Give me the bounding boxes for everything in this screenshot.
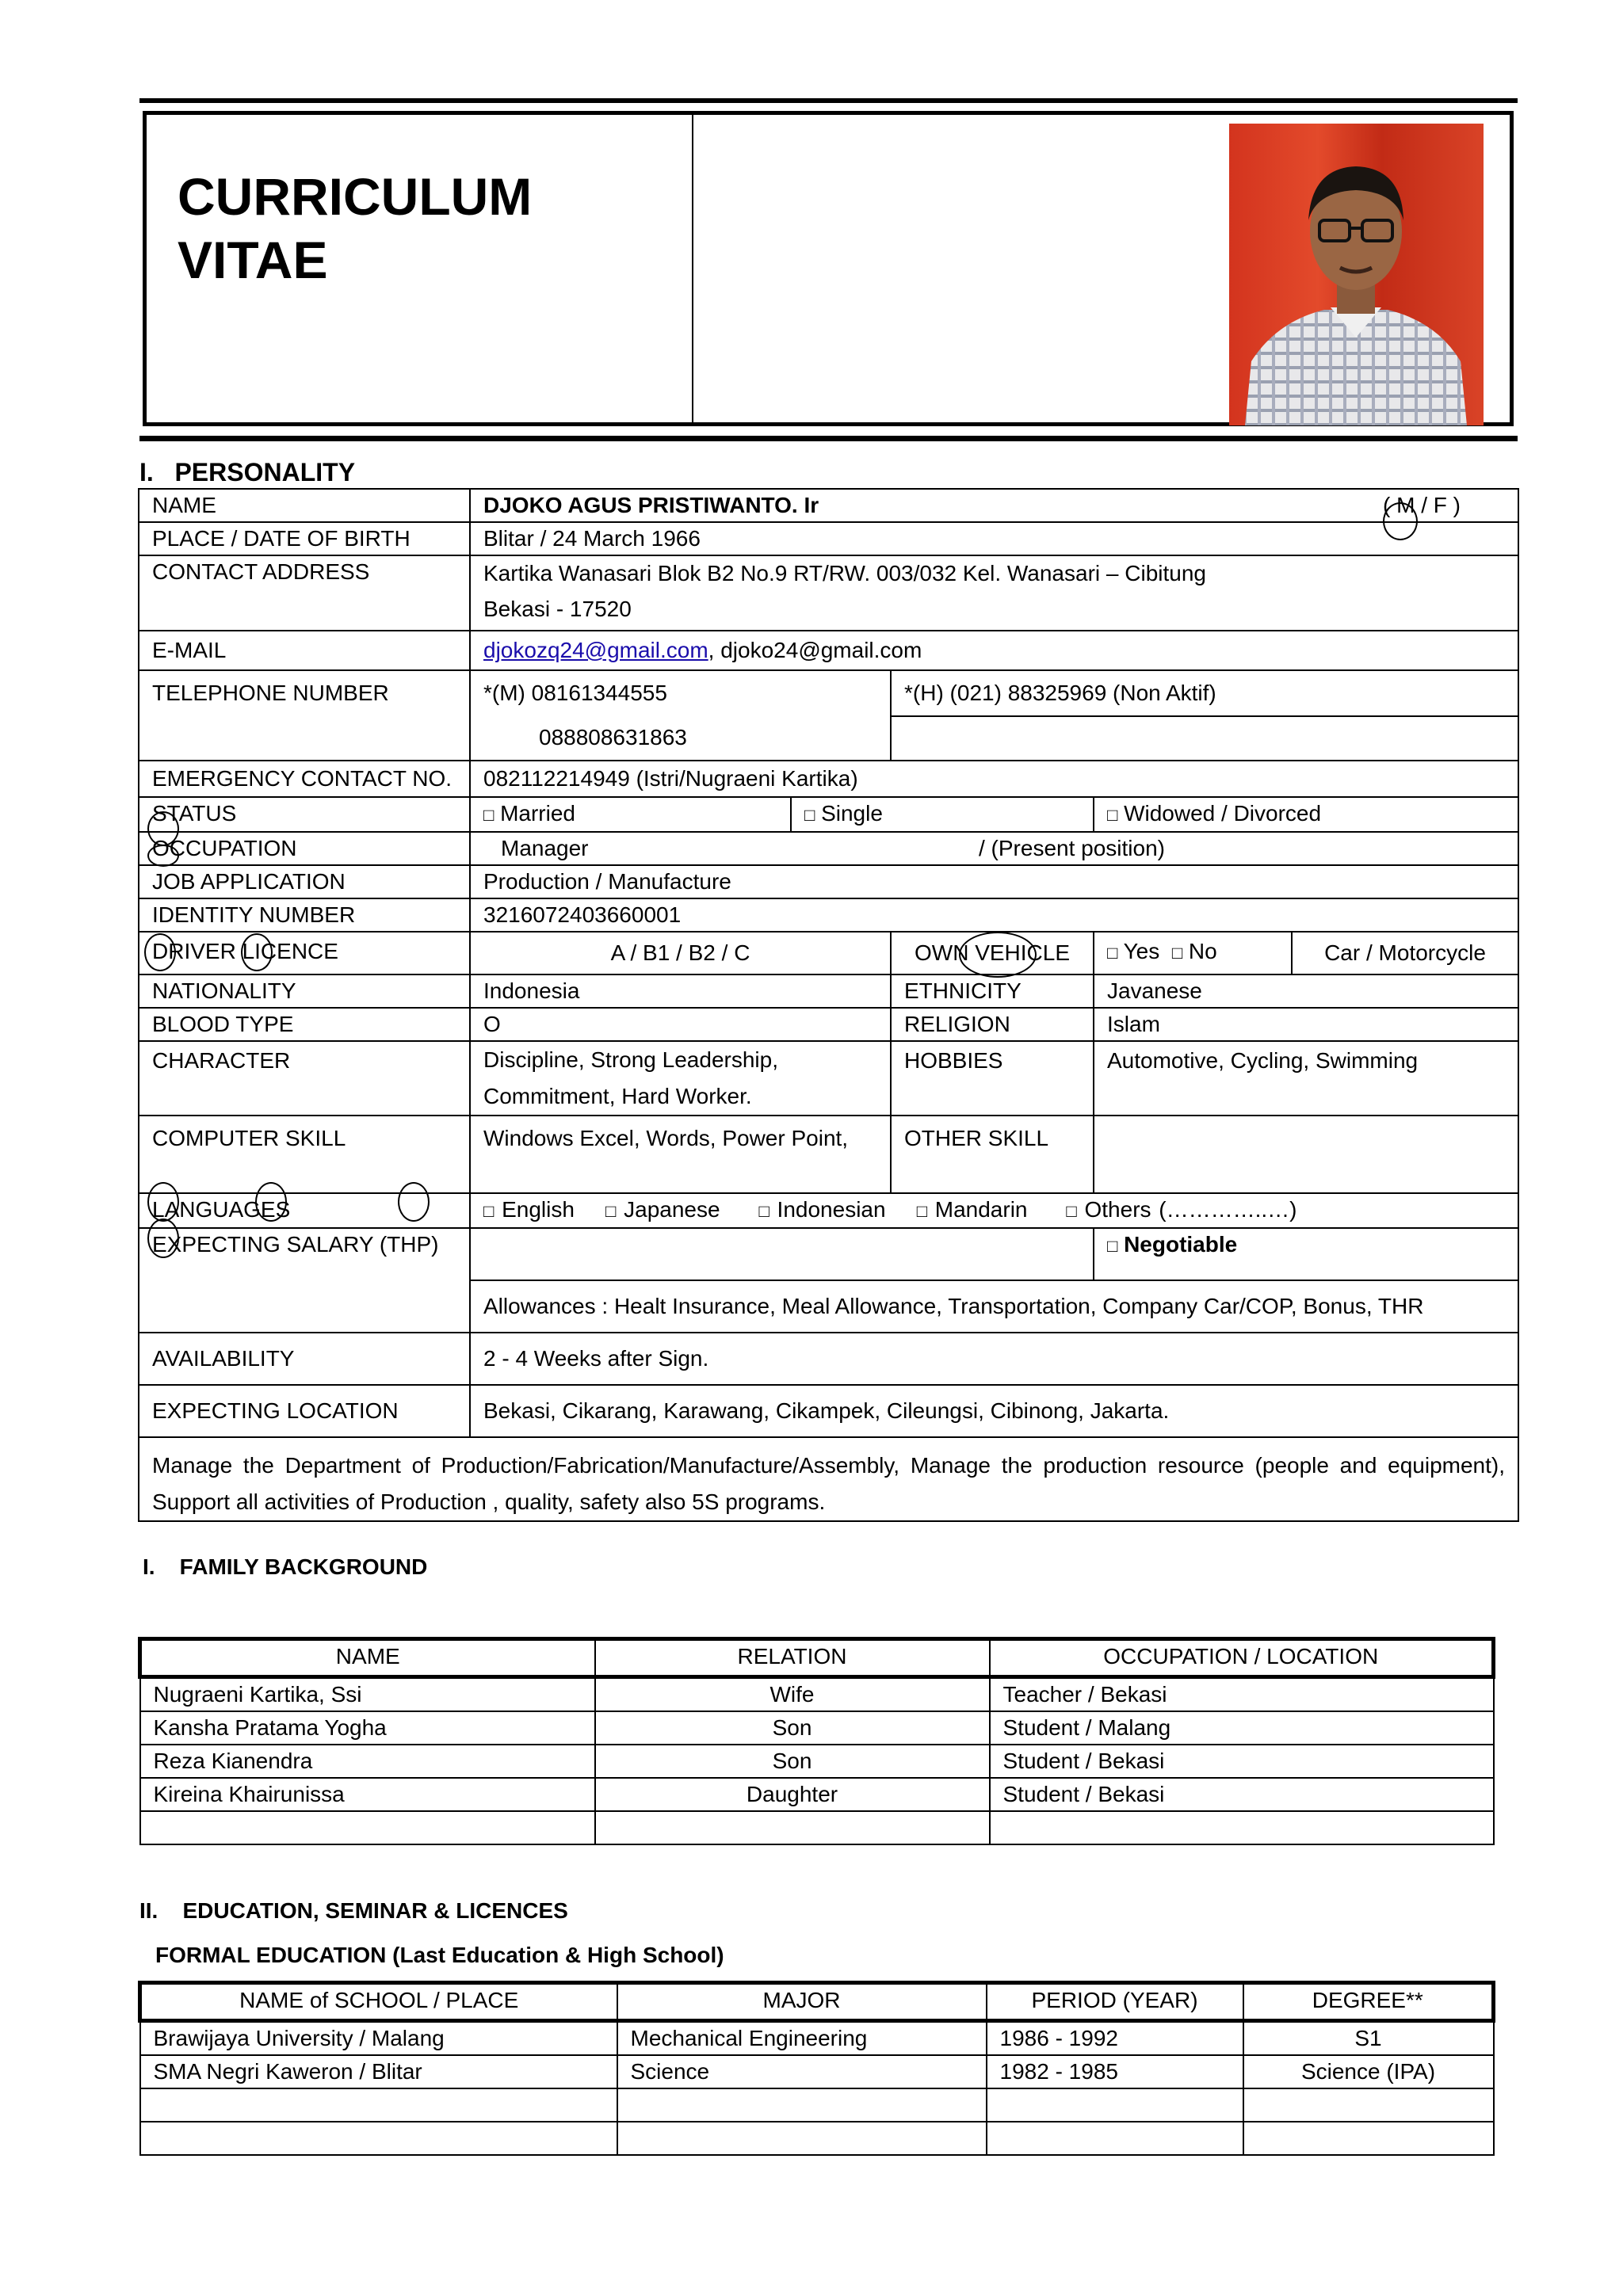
character-label: CHARACTER <box>139 1041 470 1116</box>
character-line-1: Discipline, Strong Leadership, <box>483 1047 778 1072</box>
family-occupation <box>990 1811 1494 1844</box>
family-name: Kansha Pratama Yogha <box>140 1711 595 1745</box>
computer-value: Windows Excel, Words, Power Point, <box>470 1116 891 1193</box>
checkbox-icon[interactable]: □ <box>483 1201 495 1221</box>
page-title <box>178 165 532 292</box>
table-row <box>140 2122 1494 2155</box>
row-phone-1 <box>139 670 1518 716</box>
address-label: CONTACT ADDRESS <box>139 555 470 631</box>
character-value <box>470 1041 891 1116</box>
edu-school <box>140 2122 617 2155</box>
family-relation: Wife <box>595 1677 990 1712</box>
edu-header-major: MAJOR <box>617 1983 987 2021</box>
other-skill-value <box>1094 1116 1518 1193</box>
row-email <box>139 631 1518 670</box>
table-row <box>140 1677 1494 1712</box>
row-nationality <box>139 974 1518 1008</box>
identity-value: 3216072403660001 <box>470 898 1518 932</box>
row-emergency <box>139 761 1518 797</box>
family-header-occupation: OCCUPATION / LOCATION <box>990 1639 1494 1677</box>
table-row <box>140 1811 1494 1844</box>
edu-header-period: PERIOD (YEAR) <box>987 1983 1243 2021</box>
education-header-row <box>140 1983 1494 2021</box>
family-header-row <box>140 1639 1494 1677</box>
section-heading-family: I. FAMILY BACKGROUND <box>143 1554 428 1579</box>
table-row <box>140 1745 1494 1778</box>
pob-label: PLACE / DATE OF BIRTH <box>139 522 470 555</box>
vehicle-type: Car / Motorcycle <box>1292 932 1518 974</box>
phone-mobile-2: 088808631863 <box>539 725 687 749</box>
edu-period <box>987 2088 1243 2122</box>
header-bottom-rule <box>139 436 1518 441</box>
family-occupation: Teacher / Bekasi <box>990 1677 1494 1712</box>
edu-school: Brawijaya University / Malang <box>140 2021 617 2056</box>
address-value <box>470 555 1518 631</box>
checkbox-icon[interactable]: □ <box>1107 943 1118 963</box>
blood-value: O <box>470 1008 891 1041</box>
email-link[interactable]: djokozq24@gmail.com <box>483 638 708 662</box>
licence-label: DRIVER LICENCE <box>139 932 470 974</box>
checkbox-icon[interactable]: □ <box>1107 1236 1118 1256</box>
vehicle-yes: Yes <box>1123 939 1160 963</box>
row-pob <box>139 522 1518 555</box>
status-widowed: Widowed / Divorced <box>1124 801 1322 826</box>
family-table <box>138 1637 1495 1845</box>
name-label: NAME <box>139 489 470 522</box>
blood-label: BLOOD TYPE <box>139 1008 470 1041</box>
row-availability <box>139 1333 1518 1385</box>
circle-mark <box>398 1182 430 1222</box>
row-summary <box>139 1437 1518 1521</box>
email-alt: , djoko24@gmail.com <box>708 638 922 662</box>
name-value: DJOKO AGUS PRISTIWANTO. Ir <box>483 493 819 517</box>
header-top-rule <box>139 98 1518 103</box>
title-line-1: CURRICULUM <box>178 167 533 226</box>
email-value <box>470 631 1518 670</box>
edu-major <box>617 2122 987 2155</box>
lang-others: Others (…………..…) <box>1084 1197 1297 1222</box>
email-label: E-MAIL <box>139 631 470 670</box>
family-name: Reza Kianendra <box>140 1745 595 1778</box>
status-single: Single <box>821 801 883 826</box>
salary-value[interactable] <box>470 1228 1094 1280</box>
vehicle-no: No <box>1188 939 1217 963</box>
availability-value: 2 - 4 Weeks after Sign. <box>470 1333 1518 1385</box>
family-relation: Son <box>595 1711 990 1745</box>
edu-major <box>617 2088 987 2122</box>
allowances: Allowances : Healt Insurance, Meal Allowance, Transportation, Company Car/COP, Bonus, THR <box>470 1280 1518 1333</box>
family-occupation: Student / Bekasi <box>990 1745 1494 1778</box>
gender-options[interactable]: ( M / F ) <box>1383 493 1461 517</box>
name-value-cell <box>470 489 1518 522</box>
profile-photo <box>1229 124 1484 425</box>
occupation-label: OCCUPATION <box>139 832 470 865</box>
family-name <box>140 1811 595 1844</box>
row-languages <box>139 1193 1518 1228</box>
row-status <box>139 797 1518 832</box>
other-skill-label: OTHER SKILL <box>891 1116 1094 1193</box>
edu-major: Science <box>617 2055 987 2088</box>
edu-degree: S1 <box>1243 2021 1494 2056</box>
checkbox-icon[interactable]: □ <box>758 1201 769 1221</box>
phone-home: *(H) (021) 88325969 (Non Aktif) <box>891 670 1518 716</box>
row-location <box>139 1385 1518 1437</box>
phone-mobile-cell <box>470 670 891 761</box>
salary-label: EXPECTING SALARY (THP) <box>139 1228 470 1333</box>
salary-negotiable: Negotiable <box>1124 1232 1238 1257</box>
hobbies-value: Automotive, Cycling, Swimming <box>1094 1041 1518 1116</box>
personality-table <box>138 488 1519 1522</box>
checkbox-icon[interactable]: □ <box>1171 943 1183 963</box>
status-married-cell[interactable] <box>470 797 791 832</box>
circle-mark <box>147 845 179 867</box>
summary: Manage the Department of Production/Fabrication/Manufacture/Assembly, Manage the production resource (people and equipment), Support all activities of Production , quality, safety also 5S programs. <box>139 1437 1518 1521</box>
edu-header-degree: DEGREE** <box>1243 1983 1494 2021</box>
edu-school <box>140 2088 617 2122</box>
character-line-2: Commitment, Hard Worker. <box>483 1084 752 1108</box>
religion-value: Islam <box>1094 1008 1518 1041</box>
table-row <box>140 2021 1494 2056</box>
edu-degree <box>1243 2122 1494 2155</box>
circle-mark <box>144 933 176 971</box>
circle-mark <box>255 1182 287 1222</box>
ethnicity-value: Javanese <box>1094 974 1518 1008</box>
section-heading-personality: I. PERSONALITY <box>139 458 356 486</box>
family-occupation: Student / Bekasi <box>990 1778 1494 1811</box>
family-relation <box>595 1811 990 1844</box>
status-single-cell[interactable] <box>791 797 1094 832</box>
checkbox-icon[interactable]: □ <box>1066 1201 1077 1221</box>
table-row <box>140 2055 1494 2088</box>
emergency-label: EMERGENCY CONTACT NO. <box>139 761 470 797</box>
edu-major: Mechanical Engineering <box>617 2021 987 2056</box>
edu-period: 1986 - 1992 <box>987 2021 1243 2056</box>
title-line-2: VITAE <box>178 231 328 289</box>
lang-indonesian: Indonesian <box>777 1197 886 1222</box>
circle-mark <box>1383 502 1418 540</box>
row-licence <box>139 932 1518 974</box>
status-label: STATUS <box>139 797 470 832</box>
pob-value: Blitar / 24 March 1966 <box>470 522 1518 555</box>
checkbox-icon[interactable]: □ <box>916 1201 927 1221</box>
portrait-illustration <box>1229 124 1484 425</box>
circle-mark <box>959 932 1037 978</box>
table-row <box>140 1778 1494 1811</box>
lang-english: English <box>502 1197 575 1222</box>
row-name <box>139 489 1518 522</box>
row-character <box>139 1041 1518 1116</box>
ethnicity-label: ETHNICITY <box>891 974 1094 1008</box>
row-occupation <box>139 832 1518 865</box>
availability-label: AVAILABILITY <box>139 1333 470 1385</box>
row-salary <box>139 1228 1518 1280</box>
emergency-value: 082112214949 (Istri/Nugraeni Kartika) <box>470 761 1518 797</box>
languages-label: LANGUAGES <box>139 1193 470 1228</box>
phone-home-empty <box>891 716 1518 761</box>
phone-mobile-1: *(M) 08161344555 <box>483 681 667 705</box>
edu-school: SMA Negri Kaweron / Blitar <box>140 2055 617 2088</box>
vehicle-options[interactable] <box>1094 932 1292 974</box>
computer-label: COMPUTER SKILL <box>139 1116 470 1193</box>
circle-mark <box>241 933 273 971</box>
address-line-1: Kartika Wanasari Blok B2 No.9 RT/RW. 003/032 Kel. Wanasari – Cibitung <box>483 561 1206 585</box>
family-occupation: Student / Malang <box>990 1711 1494 1745</box>
identity-label: IDENTITY NUMBER <box>139 898 470 932</box>
family-header-relation: RELATION <box>595 1639 990 1677</box>
nationality-label: NATIONALITY <box>139 974 470 1008</box>
job-value: Production / Manufacture <box>470 865 1518 898</box>
checkbox-icon[interactable]: □ <box>605 1201 617 1221</box>
row-address <box>139 555 1518 631</box>
job-label: JOB APPLICATION <box>139 865 470 898</box>
location-label: EXPECTING LOCATION <box>139 1385 470 1437</box>
edu-degree <box>1243 2088 1494 2122</box>
occupation-value: Manager <box>501 836 589 860</box>
family-name: Kireina Khairunissa <box>140 1778 595 1811</box>
subheading-formal-education: FORMAL EDUCATION (Last Education & High School) <box>155 1943 724 1967</box>
religion-label: RELIGION <box>891 1008 1094 1041</box>
status-widowed-cell[interactable] <box>1094 797 1518 832</box>
salary-negotiable-cell[interactable] <box>1094 1228 1518 1280</box>
checkbox-icon[interactable]: □ <box>1107 805 1118 825</box>
occupation-value-cell <box>470 832 1518 865</box>
family-relation: Son <box>595 1745 990 1778</box>
family-relation: Daughter <box>595 1778 990 1811</box>
occupation-note: / (Present position) <box>979 836 1165 860</box>
licence-options[interactable]: A / B1 / B2 / C <box>470 932 891 974</box>
header-divider <box>692 115 693 422</box>
edu-header-school: NAME of SCHOOL / PLACE <box>140 1983 617 2021</box>
nationality-value: Indonesia <box>470 974 891 1008</box>
table-row <box>140 1711 1494 1745</box>
table-row <box>140 2088 1494 2122</box>
row-blood <box>139 1008 1518 1041</box>
checkbox-icon[interactable]: □ <box>483 805 495 825</box>
row-identity <box>139 898 1518 932</box>
address-line-2: Bekasi - 17520 <box>483 597 632 621</box>
status-married: Married <box>500 801 575 826</box>
circle-mark <box>147 1182 179 1222</box>
checkbox-icon[interactable]: □ <box>804 805 815 825</box>
location-value: Bekasi, Cikarang, Karawang, Cikampek, Cileungsi, Cibinong, Jakarta. <box>470 1385 1518 1437</box>
hobbies-label: HOBBIES <box>891 1041 1094 1116</box>
circle-mark <box>147 1219 179 1258</box>
edu-period: 1982 - 1985 <box>987 2055 1243 2088</box>
family-header-name: NAME <box>140 1639 595 1677</box>
row-job <box>139 865 1518 898</box>
phone-label: TELEPHONE NUMBER <box>139 670 470 761</box>
edu-degree: Science (IPA) <box>1243 2055 1494 2088</box>
lang-mandarin: Mandarin <box>934 1197 1028 1222</box>
family-name: Nugraeni Kartika, Ssi <box>140 1677 595 1712</box>
circle-mark <box>147 811 179 846</box>
lang-japanese: Japanese <box>624 1197 720 1222</box>
languages-options[interactable] <box>470 1193 1518 1228</box>
row-computer <box>139 1116 1518 1193</box>
vehicle-label: OWN VEHICLE <box>891 932 1094 974</box>
section-heading-education: II. EDUCATION, SEMINAR & LICENCES <box>139 1898 568 1923</box>
education-table <box>138 1981 1495 2156</box>
edu-period <box>987 2122 1243 2155</box>
